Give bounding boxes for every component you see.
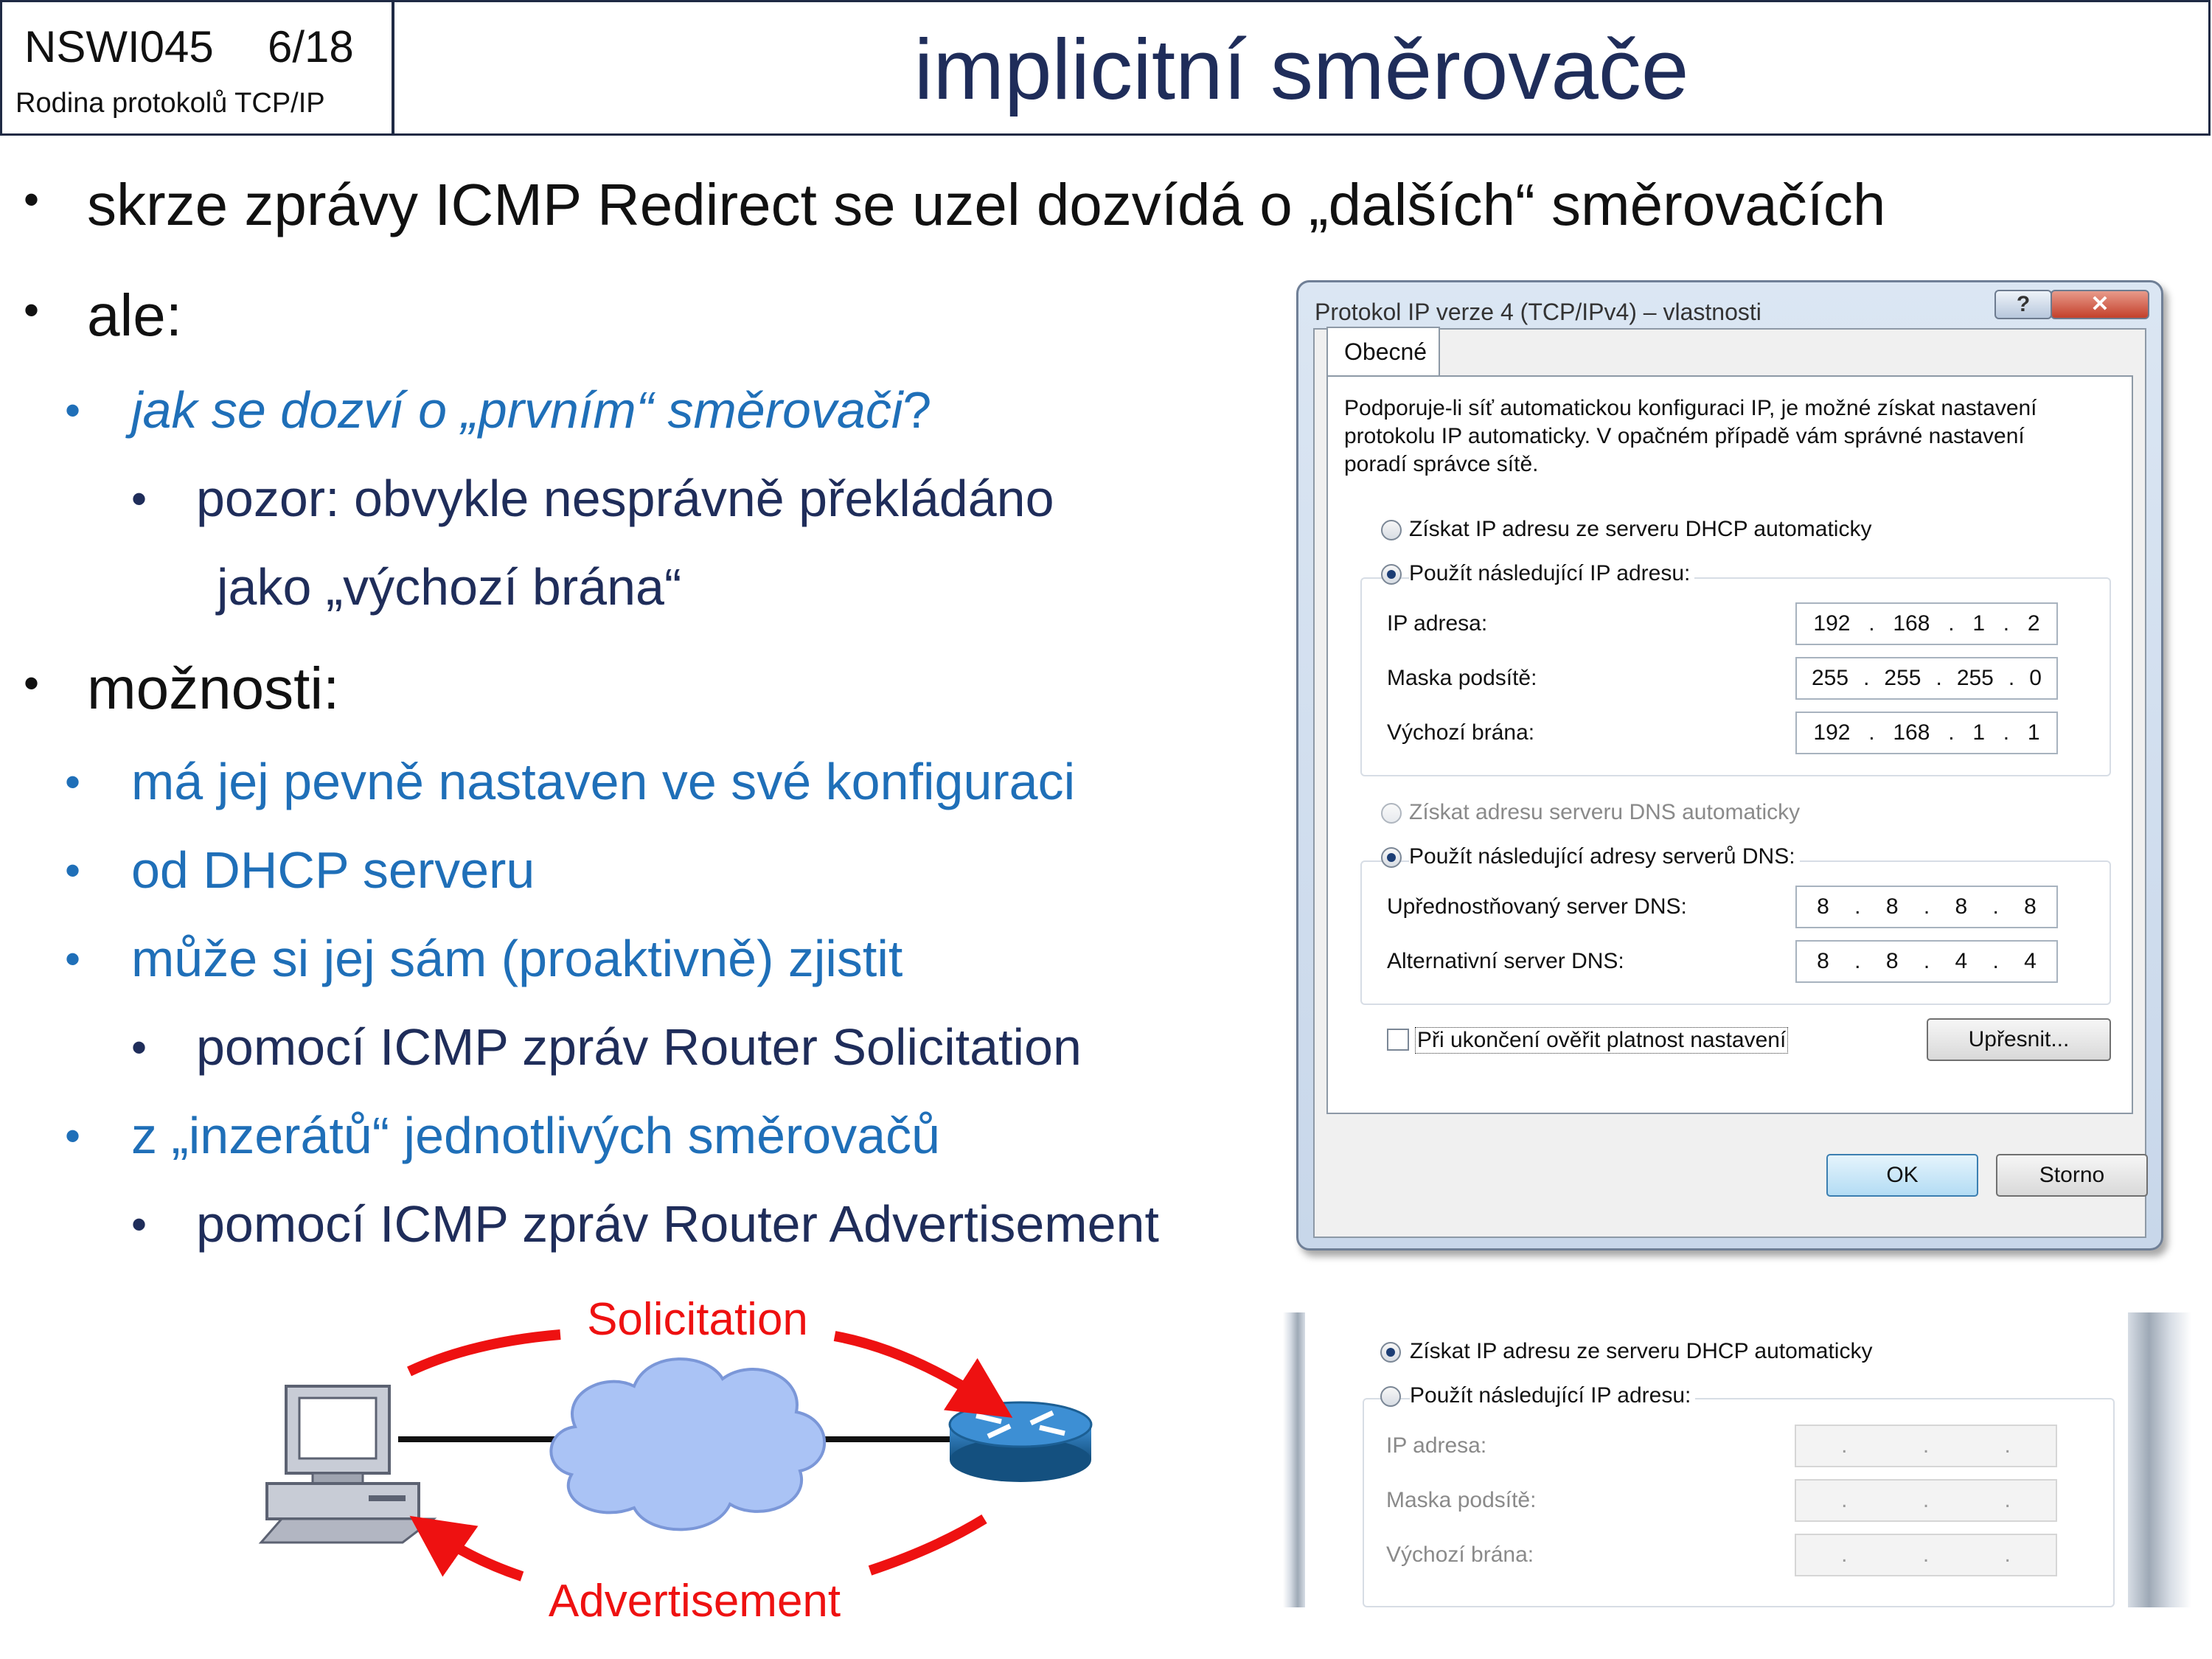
octet: 4 xyxy=(2024,949,2037,973)
subnet-mask-field[interactable] xyxy=(1795,657,2058,700)
bullet-dot: • xyxy=(65,386,81,435)
excerpt-use-ip-radio[interactable] xyxy=(1380,1386,1401,1407)
bullet-dot: • xyxy=(131,474,147,524)
dot-separator: . xyxy=(2004,1543,2011,1567)
dialog-excerpt-dhcp xyxy=(1283,1312,2191,1607)
octet: 192 xyxy=(1813,611,1851,636)
solicitation-arrow xyxy=(835,1336,987,1401)
dot-separator: . xyxy=(1922,1543,1930,1567)
slide-title: implicitní směrovače xyxy=(914,21,1689,117)
advanced-button[interactable]: Upřesnit... xyxy=(1927,1018,2111,1061)
bullet-dot: • xyxy=(65,1111,81,1161)
ip-address-field[interactable] xyxy=(1795,602,2058,645)
course-subject: Rodina protokolů TCP/IP xyxy=(15,88,325,119)
router-icon xyxy=(950,1402,1091,1482)
bullet-redirect: skrze zprávy ICMP Redirect se uzel dozvídá o „dalších“ směrovačích xyxy=(87,172,1886,237)
excerpt-mask-field[interactable] xyxy=(1795,1479,2057,1522)
dialog-body xyxy=(1313,328,2146,1238)
default-gateway-label: Výchozí brána: xyxy=(1387,720,1535,745)
bullet-static-config: má jej pevně nastaven ve své konfiguraci xyxy=(131,753,1076,810)
header-info-box xyxy=(2,2,394,133)
excerpt-dhcp-auto-label[interactable]: Získat IP adresu ze serveru DHCP automaticky xyxy=(1410,1339,1873,1363)
validate-label[interactable]: Při ukončení ověřit platnost nastavení xyxy=(1415,1027,1788,1054)
advertisement-arrow-tail xyxy=(870,1519,984,1571)
dot-separator: . xyxy=(1922,1488,1930,1512)
solicitation-label: Solicitation xyxy=(587,1294,808,1345)
use-dns-label[interactable]: Použít následující adresy serverů DNS: xyxy=(1409,844,1800,869)
bullet-dot: • xyxy=(65,757,81,807)
advertisement-arrow xyxy=(435,1534,522,1576)
dns-auto-radio[interactable] xyxy=(1381,803,1402,824)
bullet-dot: • xyxy=(131,1200,147,1249)
dot-separator: . xyxy=(1841,1488,1848,1512)
excerpt-dhcp-auto-radio[interactable] xyxy=(1380,1342,1401,1363)
dot-separator: . xyxy=(1922,1433,1930,1458)
octet: 8 xyxy=(1817,949,1829,973)
dot-separator: . xyxy=(2004,1488,2011,1512)
dot-separator: . xyxy=(1992,894,1999,919)
excerpt-use-ip-label[interactable]: Použít následující IP adresu: xyxy=(1410,1383,1695,1408)
dot-separator: . xyxy=(2003,611,2010,636)
dot-separator: . xyxy=(1854,894,1861,919)
octet: 8 xyxy=(2024,894,2037,919)
octet: 8 xyxy=(1817,894,1829,919)
bullet-advertisements: z „inzerátů“ jednotlivých směrovačů xyxy=(131,1107,941,1164)
dot-separator: . xyxy=(1923,949,1930,973)
bullet-dot: • xyxy=(24,285,40,335)
octet: 192 xyxy=(1813,720,1851,745)
dot-separator: . xyxy=(1854,949,1861,973)
octet: 8 xyxy=(1955,894,1968,919)
bullet-dot: • xyxy=(65,934,81,984)
bullet-translation-note-cont: jako „výchozí brána“ xyxy=(217,558,682,616)
dot-separator: . xyxy=(2008,666,2015,690)
excerpt-gateway-label: Výchozí brána: xyxy=(1386,1543,1534,1567)
bullet-but: ale: xyxy=(87,282,182,348)
bullet-options: možnosti: xyxy=(87,655,340,721)
octet: 168 xyxy=(1893,611,1930,636)
solicitation-arrow-tail xyxy=(409,1335,560,1371)
subnet-mask-label: Maska podsítě: xyxy=(1387,666,1537,690)
ip-address-label: IP adresa: xyxy=(1387,611,1488,636)
excerpt-mask-label: Maska podsítě: xyxy=(1386,1488,1537,1512)
octet: 8 xyxy=(1885,949,1899,973)
excerpt-left-frame xyxy=(1283,1312,1305,1607)
description-line-1: Podporuje-li síť automatickou konfiguraci IP, je možné získat nastavení xyxy=(1344,396,2037,420)
use-ip-radio[interactable] xyxy=(1381,564,1402,585)
course-code: NSWI045 xyxy=(24,22,214,72)
ipv4-properties-dialog xyxy=(1296,280,2163,1251)
dot-separator: . xyxy=(1935,666,1942,690)
slide-header xyxy=(0,0,2211,136)
help-button[interactable]: ? xyxy=(1994,290,2052,319)
octet: 8 xyxy=(1885,894,1899,919)
dot-separator: . xyxy=(2004,1433,2011,1458)
dot-separator: . xyxy=(1868,720,1875,745)
octet: 255 xyxy=(1812,666,1849,690)
network-cloud xyxy=(551,1359,824,1529)
octet: 168 xyxy=(1893,720,1930,745)
octet: 1 xyxy=(2027,720,2040,745)
dot-separator: . xyxy=(1868,611,1875,636)
dns-auto-label[interactable]: Získat adresu serveru DNS automaticky xyxy=(1409,800,1801,824)
bullet-first-router-text: jak se dozví o „prvním“ směrovači xyxy=(131,381,903,439)
octet: 2 xyxy=(2027,611,2040,636)
excerpt-right-frame xyxy=(2128,1312,2191,1607)
question-mark: ? xyxy=(902,381,932,439)
dot-separator: . xyxy=(2003,720,2010,745)
dot-separator: . xyxy=(1948,720,1955,745)
octet: 4 xyxy=(1955,949,1968,973)
preferred-dns-label: Upřednostňovaný server DNS: xyxy=(1387,894,1687,919)
dot-separator: . xyxy=(1863,666,1870,690)
dot-separator: . xyxy=(1948,611,1955,636)
use-ip-label[interactable]: Použít následující IP adresu: xyxy=(1409,561,1694,586)
bullet-dot: • xyxy=(131,1023,147,1072)
preferred-dns-field[interactable] xyxy=(1795,886,2058,928)
close-button[interactable]: ✕ xyxy=(2051,290,2149,319)
cancel-button[interactable]: Storno xyxy=(1996,1154,2148,1197)
slide-number: 6/18 xyxy=(268,22,354,72)
computer-icon xyxy=(261,1386,434,1543)
bullet-dot: • xyxy=(24,175,40,224)
bullet-dot: • xyxy=(65,846,81,895)
dhcp-auto-label[interactable]: Získat IP adresu ze serveru DHCP automaticky xyxy=(1409,517,1872,541)
description-line-3: poradí správce sítě. xyxy=(1344,452,1539,476)
octet: 0 xyxy=(2029,666,2042,690)
bullet-router-solicitation: pomocí ICMP zpráv Router Solicitation xyxy=(196,1018,1082,1076)
octet: 1 xyxy=(1972,611,1986,636)
bullet-translation-note: pozor: obvykle nesprávně překládáno xyxy=(196,470,1054,527)
octet: 255 xyxy=(1884,666,1921,690)
octet: 1 xyxy=(1972,720,1986,745)
bullet-dot: • xyxy=(24,658,40,708)
description-line-2: protokolu IP automaticky. V opačném případě vám správné nastavení xyxy=(1344,424,2025,448)
icmp-router-discovery-diagram xyxy=(251,1268,1165,1637)
dialog-title: Protokol IP verze 4 (TCP/IPv4) – vlastnosti xyxy=(1315,299,1761,325)
bullet-proactive: může si jej sám (proaktivně) zjistit xyxy=(131,930,903,987)
excerpt-gateway-field[interactable] xyxy=(1795,1534,2057,1576)
dns-group xyxy=(1360,860,2111,1005)
dot-separator: . xyxy=(1841,1543,1848,1567)
default-gateway-field[interactable] xyxy=(1795,712,2058,754)
excerpt-ip-label: IP adresa: xyxy=(1386,1433,1487,1458)
bullet-first-router xyxy=(131,380,931,439)
octet: 255 xyxy=(1956,666,1994,690)
dhcp-auto-radio[interactable] xyxy=(1381,520,1402,540)
dot-separator: . xyxy=(1841,1433,1848,1458)
excerpt-ip-field[interactable] xyxy=(1795,1425,2057,1467)
alternate-dns-field[interactable] xyxy=(1795,940,2058,983)
advertisement-label: Advertisement xyxy=(548,1576,841,1627)
bullet-router-advertisement: pomocí ICMP zpráv Router Advertisement xyxy=(196,1195,1159,1253)
ok-button[interactable]: OK xyxy=(1826,1154,1978,1197)
dot-separator: . xyxy=(1923,894,1930,919)
tab-general[interactable]: Obecné xyxy=(1326,327,1440,377)
use-dns-radio[interactable] xyxy=(1381,847,1402,868)
validate-checkbox[interactable] xyxy=(1387,1029,1409,1051)
dot-separator: . xyxy=(1992,949,1999,973)
general-tab-panel xyxy=(1326,375,2133,1114)
bullet-dhcp: od DHCP serveru xyxy=(131,841,535,899)
alternate-dns-label: Alternativní server DNS: xyxy=(1387,949,1624,973)
